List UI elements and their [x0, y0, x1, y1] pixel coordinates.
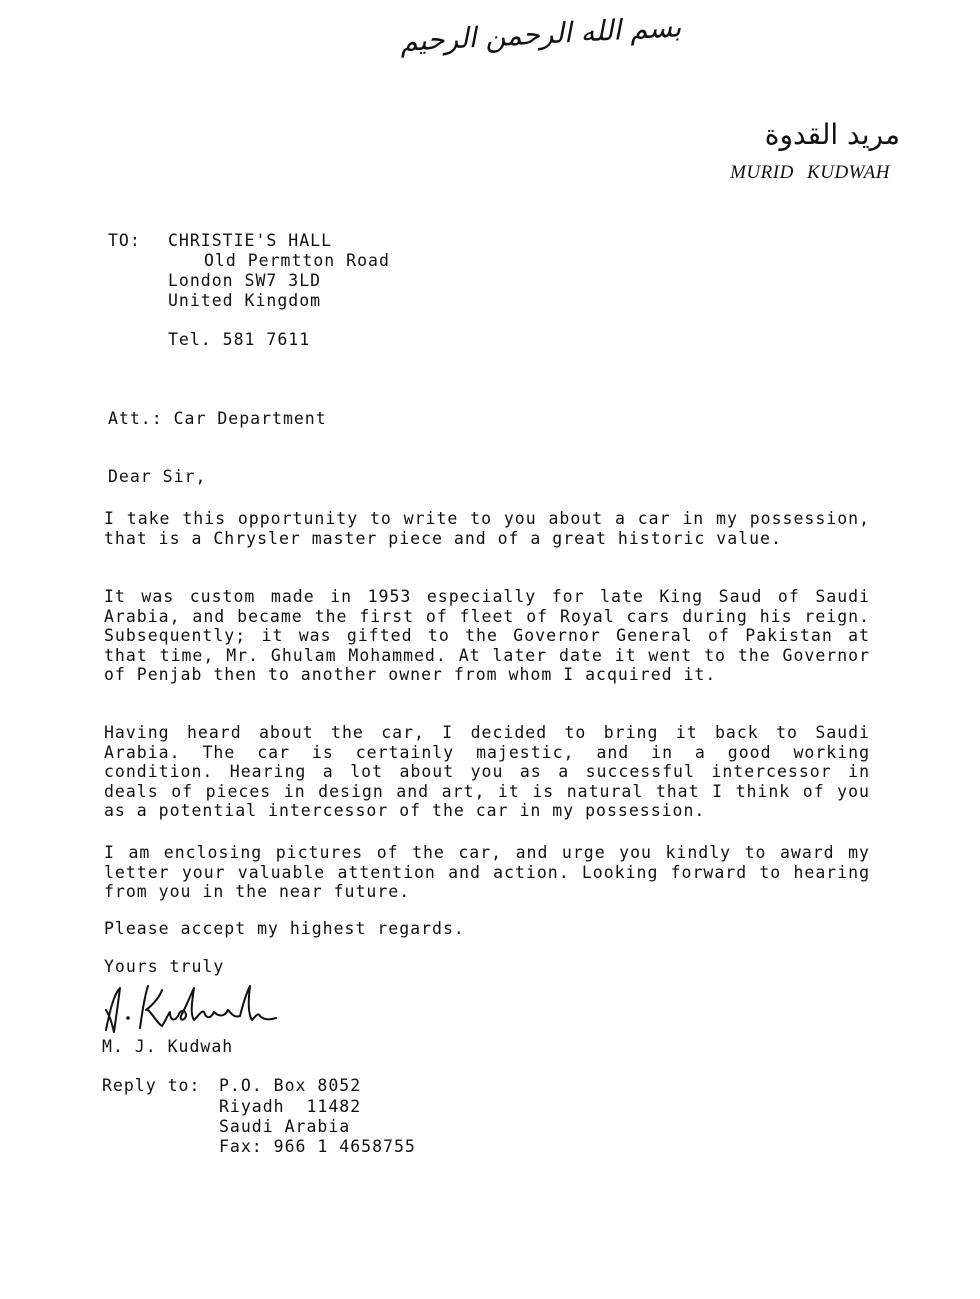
- body-paragraph-3: Having heard about the car, I decided to bring it back to Saudi Arabia. The car is certainly majestic, and in a good working condition. Hearing a lot about you as a successful intercessor in deals of pieces in design and art, it is natural that I think of you as a potential intercessor of the car in my possession.: [104, 723, 870, 820]
- bismillah-heading: بسم الله الرحمن الرحيم: [399, 10, 683, 58]
- closing-line: Yours truly: [104, 957, 225, 976]
- salutation: Dear Sir,: [108, 467, 207, 486]
- recipient-country: United Kingdom: [168, 291, 322, 310]
- regards-line: Please accept my highest regards.: [104, 919, 465, 938]
- reply-po-box: P.O. Box 8052: [219, 1076, 362, 1095]
- reply-country: Saudi Arabia: [219, 1117, 351, 1136]
- body-paragraph-2: It was custom made in 1953 especially for late King Saud of Saudi Arabia, and became the first of fleet of Royal cars during his reign. Subsequently; it was gifted to the Governor General of Pakistan at that time, Mr. Ghulam Mohammed. At later date it went to the Governor of Penjab then to another owner from whom I acquired it.: [104, 587, 870, 684]
- sender-name-arabic: مريد القدوة: [764, 118, 900, 151]
- reply-fax: Fax: 966 1 4658755: [219, 1137, 416, 1156]
- signed-name: M. J. Kudwah: [102, 1037, 234, 1056]
- body-paragraph-1: I take this opportunity to write to you about a car in my possession, that is a Chrysler master piece and of a great historic value.: [104, 509, 870, 548]
- recipient-tel: Tel. 581 7611: [168, 330, 311, 349]
- to-label: TO:: [108, 231, 141, 250]
- sender-name-latin: MURID KUDWAH: [730, 162, 890, 183]
- reply-label: Reply to:: [102, 1076, 201, 1095]
- attention-line: Att.: Car Department: [108, 409, 327, 428]
- recipient-city: London SW7 3LD: [168, 271, 322, 290]
- handwritten-signature: [100, 980, 280, 1040]
- body-paragraph-4: I am enclosing pictures of the car, and urge you kindly to award my letter your valuable attention and action. Looking forward to hearing from you in the near future.: [104, 843, 870, 901]
- reply-city: Riyadh 11482: [219, 1097, 362, 1116]
- recipient-name: CHRISTIE'S HALL: [168, 231, 333, 250]
- recipient-street: Old Permtton Road: [204, 251, 390, 270]
